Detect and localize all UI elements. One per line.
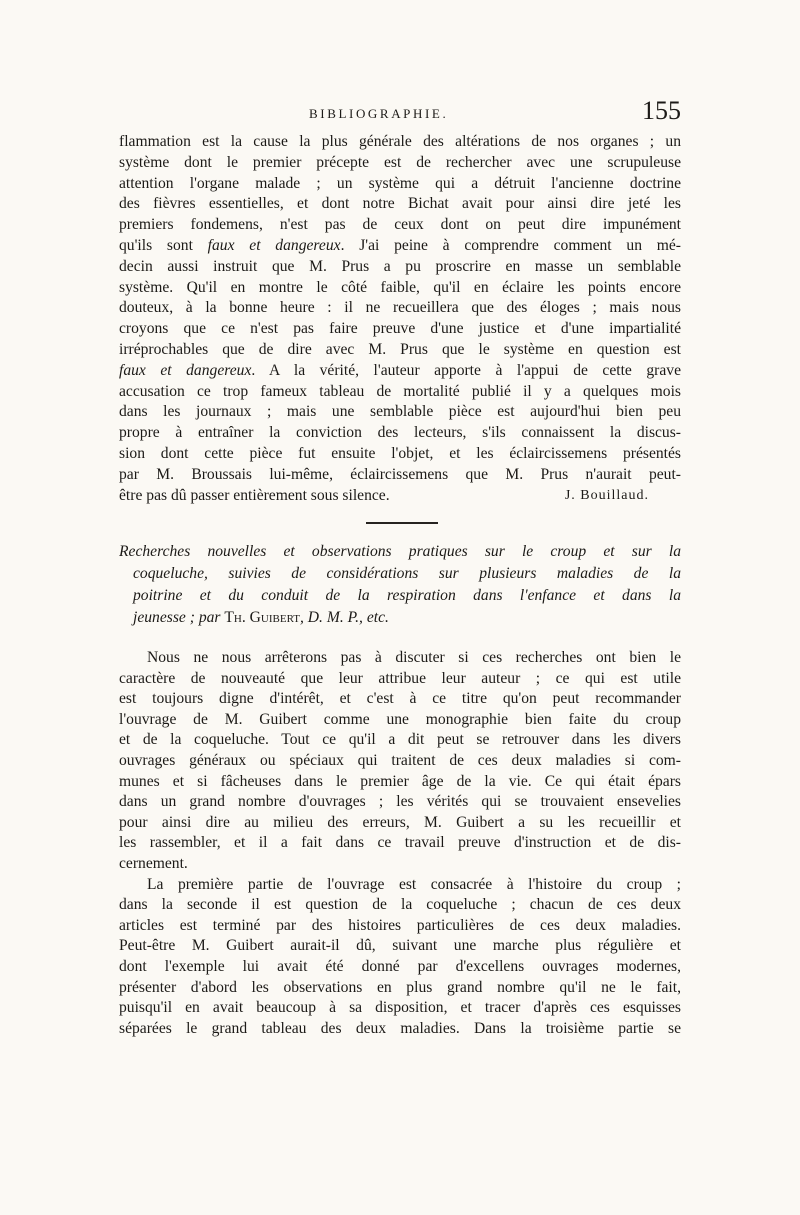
text-line: qu'ils sont faux et dangereux. J'ai peine à comprendre comment un mé-: [119, 236, 681, 254]
text-line: articles est terminé par des histoires particulières de ces deux maladies.: [119, 916, 681, 934]
text-line: propre à entraîner la conviction des lecteurs, s'ils connaissent la discus-: [119, 424, 681, 442]
text-line: pour ainsi dire au milieu des erreurs, M. Guibert a su les recueillir et: [119, 813, 681, 831]
text-line: est toujours digne d'intérêt, et c'est à ce titre qu'on peut recommander: [119, 690, 681, 708]
page-number: 155: [642, 96, 681, 125]
text-line: accusation ce trop fameux tableau de mortalité publié il y a quelques mois: [119, 382, 681, 400]
author-credentials: , D. M. P., etc.: [299, 609, 389, 626]
text-line: cernement.: [119, 854, 188, 872]
text-line: dans les journaux ; mais une semblable pièce est aujourd'hui bien peu: [119, 403, 681, 421]
text-line: faux et dangereux. A la vérité, l'auteur apporte à l'appui de cette grave: [119, 361, 681, 379]
title-line: poitrine et du conduit de la respiration dans l'enfance et dans la: [133, 587, 681, 604]
text-line: dans un grand nombre d'ouvrages ; les vérités qui se trouvaient ensevelies: [119, 793, 681, 811]
text-line: decin aussi instruit que M. Prus a pu proscrire en masse un semblable: [119, 257, 681, 275]
text-line: présenter d'abord les observations en plus grand nombre qu'il ne le fait,: [119, 978, 681, 996]
text-line: Peut-être M. Guibert aurait-il dû, suivant une marche plus régulière et: [119, 937, 681, 955]
text-line: attention l'organe malade ; un système qui a détruit l'ancienne doctrine: [119, 174, 681, 192]
text-line: sion dont cette pièce fut ensuite l'objet, et les éclaircissemens présentés: [119, 444, 681, 462]
text-line: puisqu'il en avait beaucoup à sa disposition, et tracer d'après ces esquisses: [119, 999, 681, 1017]
review-body: [119, 648, 681, 1039]
text-line: irréprochables que de dire avec M. Prus que le système en question est: [119, 340, 681, 358]
title-line: [119, 607, 681, 629]
text-line: La première partie de l'ouvrage est consacrée à l'histoire du croup ;: [147, 875, 681, 893]
text-line: système dont le premier précepte est de rechercher avec une scrupuleuse: [119, 153, 681, 171]
text-line: les rassembler, et il a fait dans ce travail preuve d'instruction et de dis-: [119, 834, 681, 852]
text-line: munes et si fâcheuses dans le premier âge de la vie. Ce qui était épars: [119, 772, 681, 790]
text-line: caractère de nouveauté que leur attribue leur auteur ; ce qui est utile: [119, 669, 681, 687]
running-title: BIBLIOGRAPHIE.: [309, 106, 449, 121]
text-line: flammation est la cause la plus générale des altérations de nos organes ; un: [119, 133, 681, 150]
book-author: Th. Guibert: [224, 609, 300, 626]
review-conclusion: [119, 132, 681, 507]
text-line: l'ouvrage de M. Guibert comme une monographie bien faite du croup: [119, 710, 681, 728]
text-line: séparées le grand tableau des deux maladies. Dans la troisième partie se: [119, 1019, 681, 1037]
text-line: douteux, à la bonne heure : il ne recueillera que des éloges ; mais nous: [119, 299, 681, 317]
text-line: croyons que ce n'est pas faire preuve d'une justice et d'une impartialité: [119, 320, 681, 338]
text-line: dont l'exemple lui avait été donné par d'excellens ouvrages modernes,: [119, 957, 681, 975]
book-title: [119, 541, 681, 629]
text-line: être pas dû passer entièrement sous silence.: [119, 486, 390, 504]
author-signature: J. Bouillaud.: [564, 487, 649, 503]
title-text: jeunesse ; par: [133, 609, 221, 626]
text-line: premiers fondemens, n'est pas de ceux dont on peut dire impunément: [119, 216, 681, 234]
text-line: par M. Broussais lui-même, éclaircissemens que M. Prus n'aurait peut-: [119, 465, 681, 483]
page-header: [119, 96, 681, 132]
text-line: Nous ne nous arrêterons pas à discuter si ces recherches ont bien le: [147, 649, 681, 666]
section-divider: [366, 522, 438, 524]
title-line: Recherches nouvelles et observations pratiques sur le croup et sur la: [119, 543, 681, 560]
title-line: coqueluche, suivies de considérations sur plusieurs maladies de la: [133, 565, 681, 582]
text-line: des fièvres essentielles, et dont notre Bichat avait pour ainsi dire jeté les: [119, 195, 681, 213]
text-line: ouvrages généraux ou spéciaux qui traitent de ces deux maladies si com-: [119, 751, 681, 769]
text-line: et de la coqueluche. Tout ce qu'il a dit peut se retrouver dans les divers: [119, 731, 681, 749]
text-line: système. Qu'il en montre le côté faible, qu'il en éclaire les points encore: [119, 278, 681, 296]
text-line: dans la seconde il est question de la coqueluche ; chacun de ces deux: [119, 896, 681, 914]
closing-line: [119, 486, 681, 507]
